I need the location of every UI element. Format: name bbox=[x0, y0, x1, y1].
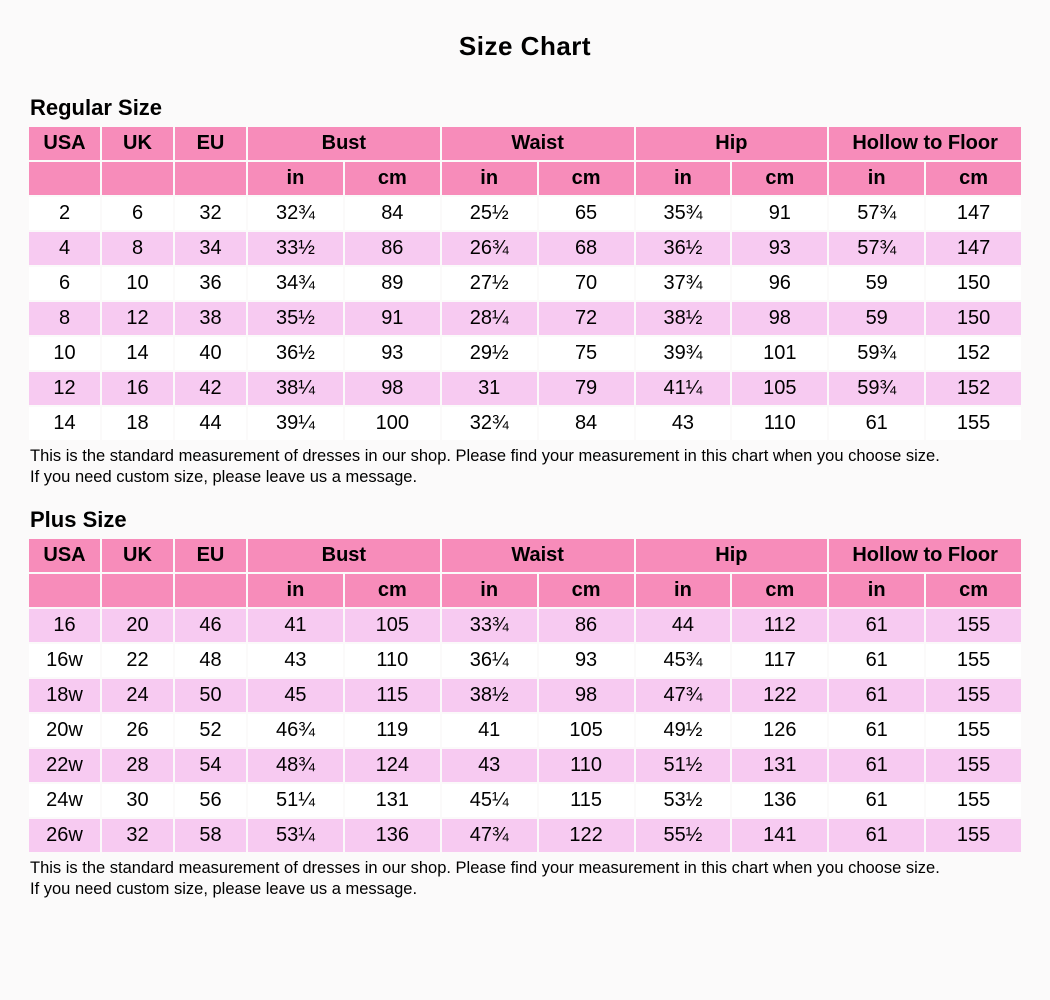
table-header bbox=[29, 127, 1021, 195]
table-cell: 52 bbox=[175, 714, 246, 747]
table-cell: 28¼ bbox=[442, 302, 537, 335]
table-row bbox=[29, 784, 1021, 817]
table-cell: 110 bbox=[345, 644, 440, 677]
table-cell: 26 bbox=[102, 714, 173, 747]
table-cell: 57¾ bbox=[829, 232, 924, 265]
section-plus-size bbox=[27, 507, 1023, 900]
unit-header: cm bbox=[926, 162, 1021, 195]
table-cell: 126 bbox=[732, 714, 827, 747]
column-header: UK bbox=[102, 539, 173, 572]
table-row bbox=[29, 714, 1021, 747]
table-row bbox=[29, 749, 1021, 782]
table-cell: 117 bbox=[732, 644, 827, 677]
table-cell: 33¾ bbox=[442, 609, 537, 642]
table-cell: 18w bbox=[29, 679, 100, 712]
table-cell: 51¼ bbox=[248, 784, 343, 817]
unit-header: cm bbox=[732, 574, 827, 607]
column-group-header: Hollow to Floor bbox=[829, 539, 1021, 572]
table-cell: 61 bbox=[829, 749, 924, 782]
empty-header-cell bbox=[175, 574, 246, 607]
table-cell: 38 bbox=[175, 302, 246, 335]
table-cell: 96 bbox=[732, 267, 827, 300]
unit-header: cm bbox=[732, 162, 827, 195]
table-cell: 22w bbox=[29, 749, 100, 782]
table-cell: 16 bbox=[102, 372, 173, 405]
column-group-header: Bust bbox=[248, 539, 440, 572]
table-cell: 33½ bbox=[248, 232, 343, 265]
table-cell: 124 bbox=[345, 749, 440, 782]
table-cell: 32 bbox=[102, 819, 173, 852]
table-cell: 54 bbox=[175, 749, 246, 782]
note-line-2: If you need custom size, please leave us a message. bbox=[30, 880, 418, 898]
unit-header: in bbox=[636, 162, 731, 195]
table-cell: 150 bbox=[926, 267, 1021, 300]
table-row bbox=[29, 819, 1021, 852]
table-cell: 57¾ bbox=[829, 197, 924, 230]
column-header: EU bbox=[175, 127, 246, 160]
empty-header-cell bbox=[29, 162, 100, 195]
table-cell: 59 bbox=[829, 267, 924, 300]
table-cell: 101 bbox=[732, 337, 827, 370]
table-cell: 61 bbox=[829, 819, 924, 852]
unit-header: cm bbox=[345, 162, 440, 195]
table-cell: 86 bbox=[345, 232, 440, 265]
table-cell: 36½ bbox=[248, 337, 343, 370]
unit-header: in bbox=[829, 162, 924, 195]
table-cell: 50 bbox=[175, 679, 246, 712]
table-cell: 45¾ bbox=[636, 644, 731, 677]
table-cell: 40 bbox=[175, 337, 246, 370]
table-cell: 27½ bbox=[442, 267, 537, 300]
table-cell: 12 bbox=[29, 372, 100, 405]
table-cell: 61 bbox=[829, 407, 924, 440]
column-group-header: Bust bbox=[248, 127, 440, 160]
table-cell: 122 bbox=[732, 679, 827, 712]
table-cell: 16w bbox=[29, 644, 100, 677]
table-cell: 56 bbox=[175, 784, 246, 817]
table-cell: 6 bbox=[29, 267, 100, 300]
unit-header: in bbox=[442, 162, 537, 195]
table-cell: 61 bbox=[829, 679, 924, 712]
table-cell: 91 bbox=[345, 302, 440, 335]
table-cell: 152 bbox=[926, 372, 1021, 405]
note-line-2: If you need custom size, please leave us a message. bbox=[30, 468, 418, 486]
table-cell: 29½ bbox=[442, 337, 537, 370]
table-cell: 147 bbox=[926, 232, 1021, 265]
table-cell: 10 bbox=[102, 267, 173, 300]
empty-header-cell bbox=[102, 574, 173, 607]
table-cell: 131 bbox=[732, 749, 827, 782]
unit-header: cm bbox=[926, 574, 1021, 607]
table-cell: 36¼ bbox=[442, 644, 537, 677]
table-cell: 25½ bbox=[442, 197, 537, 230]
table-cell: 45¼ bbox=[442, 784, 537, 817]
column-group-header: Hip bbox=[636, 127, 828, 160]
unit-header: in bbox=[829, 574, 924, 607]
table-cell: 38½ bbox=[636, 302, 731, 335]
plus-size-note bbox=[30, 858, 1023, 900]
table-row bbox=[29, 337, 1021, 370]
table-cell: 26¾ bbox=[442, 232, 537, 265]
page-title: Size Chart bbox=[458, 31, 592, 61]
table-cell: 53½ bbox=[636, 784, 731, 817]
table-cell: 61 bbox=[829, 609, 924, 642]
table-cell: 32¾ bbox=[248, 197, 343, 230]
table-cell: 31 bbox=[442, 372, 537, 405]
note-line-1: This is the standard measurement of dresses in our shop. Please find your measurement in this chart when you choose size. bbox=[30, 447, 940, 465]
table-cell: 61 bbox=[829, 714, 924, 747]
table-cell: 8 bbox=[29, 302, 100, 335]
table-cell: 93 bbox=[345, 337, 440, 370]
table-cell: 79 bbox=[539, 372, 634, 405]
table-cell: 39¾ bbox=[636, 337, 731, 370]
table-cell: 4 bbox=[29, 232, 100, 265]
unit-header: in bbox=[248, 574, 343, 607]
table-cell: 20w bbox=[29, 714, 100, 747]
table-cell: 32 bbox=[175, 197, 246, 230]
table-cell: 115 bbox=[539, 784, 634, 817]
table-cell: 36½ bbox=[636, 232, 731, 265]
table-cell: 51½ bbox=[636, 749, 731, 782]
table-cell: 155 bbox=[926, 609, 1021, 642]
table-cell: 16 bbox=[29, 609, 100, 642]
table-cell: 47¾ bbox=[636, 679, 731, 712]
table-cell: 91 bbox=[732, 197, 827, 230]
table-cell: 41 bbox=[442, 714, 537, 747]
table-cell: 61 bbox=[829, 644, 924, 677]
unit-header: in bbox=[636, 574, 731, 607]
table-cell: 38½ bbox=[442, 679, 537, 712]
regular-size-note bbox=[30, 446, 1023, 488]
table-cell: 42 bbox=[175, 372, 246, 405]
table-cell: 155 bbox=[926, 749, 1021, 782]
table-row bbox=[29, 679, 1021, 712]
table-row bbox=[29, 372, 1021, 405]
table-cell: 84 bbox=[539, 407, 634, 440]
table-cell: 155 bbox=[926, 714, 1021, 747]
table-cell: 155 bbox=[926, 679, 1021, 712]
table-row bbox=[29, 232, 1021, 265]
table-cell: 39¼ bbox=[248, 407, 343, 440]
table-cell: 48¾ bbox=[248, 749, 343, 782]
table-cell: 59¾ bbox=[829, 337, 924, 370]
plus-size-heading: Plus Size bbox=[30, 507, 127, 532]
table-cell: 72 bbox=[539, 302, 634, 335]
column-header: UK bbox=[102, 127, 173, 160]
table-cell: 22 bbox=[102, 644, 173, 677]
table-cell: 98 bbox=[539, 679, 634, 712]
regular-size-table bbox=[27, 125, 1023, 442]
table-cell: 98 bbox=[345, 372, 440, 405]
table-cell: 155 bbox=[926, 644, 1021, 677]
table-cell: 122 bbox=[539, 819, 634, 852]
table-cell: 119 bbox=[345, 714, 440, 747]
table-cell: 100 bbox=[345, 407, 440, 440]
header-row-groups bbox=[29, 539, 1021, 572]
empty-header-cell bbox=[102, 162, 173, 195]
unit-header: cm bbox=[539, 162, 634, 195]
empty-header-cell bbox=[29, 574, 100, 607]
table-cell: 105 bbox=[345, 609, 440, 642]
table-cell: 136 bbox=[732, 784, 827, 817]
table-cell: 147 bbox=[926, 197, 1021, 230]
table-cell: 36 bbox=[175, 267, 246, 300]
table-cell: 24 bbox=[102, 679, 173, 712]
column-header: USA bbox=[29, 539, 100, 572]
table-cell: 35½ bbox=[248, 302, 343, 335]
table-cell: 38¼ bbox=[248, 372, 343, 405]
table-cell: 43 bbox=[636, 407, 731, 440]
header-row-units bbox=[29, 574, 1021, 607]
table-cell: 18 bbox=[102, 407, 173, 440]
table-body bbox=[29, 609, 1021, 852]
header-row-groups bbox=[29, 127, 1021, 160]
table-cell: 93 bbox=[539, 644, 634, 677]
table-cell: 112 bbox=[732, 609, 827, 642]
table-cell: 41¼ bbox=[636, 372, 731, 405]
table-row bbox=[29, 609, 1021, 642]
table-cell: 43 bbox=[248, 644, 343, 677]
column-header: EU bbox=[175, 539, 246, 572]
column-group-header: Hip bbox=[636, 539, 828, 572]
table-cell: 44 bbox=[636, 609, 731, 642]
regular-size-heading: Regular Size bbox=[30, 95, 163, 120]
table-cell: 105 bbox=[732, 372, 827, 405]
table-cell: 47¾ bbox=[442, 819, 537, 852]
unit-header: in bbox=[442, 574, 537, 607]
table-cell: 53¼ bbox=[248, 819, 343, 852]
empty-header-cell bbox=[175, 162, 246, 195]
table-row bbox=[29, 644, 1021, 677]
section-regular-size bbox=[27, 95, 1023, 488]
table-cell: 26w bbox=[29, 819, 100, 852]
table-cell: 70 bbox=[539, 267, 634, 300]
column-group-header: Waist bbox=[442, 539, 634, 572]
table-cell: 49½ bbox=[636, 714, 731, 747]
table-cell: 20 bbox=[102, 609, 173, 642]
table-body bbox=[29, 197, 1021, 440]
table-cell: 37¾ bbox=[636, 267, 731, 300]
table-cell: 28 bbox=[102, 749, 173, 782]
table-cell: 61 bbox=[829, 784, 924, 817]
table-cell: 12 bbox=[102, 302, 173, 335]
table-cell: 141 bbox=[732, 819, 827, 852]
plus-size-table bbox=[27, 537, 1023, 854]
table-cell: 84 bbox=[345, 197, 440, 230]
table-row bbox=[29, 302, 1021, 335]
table-row bbox=[29, 267, 1021, 300]
table-cell: 68 bbox=[539, 232, 634, 265]
table-cell: 58 bbox=[175, 819, 246, 852]
table-cell: 89 bbox=[345, 267, 440, 300]
table-cell: 131 bbox=[345, 784, 440, 817]
table-cell: 14 bbox=[29, 407, 100, 440]
table-cell: 155 bbox=[926, 784, 1021, 817]
table-cell: 136 bbox=[345, 819, 440, 852]
table-cell: 59 bbox=[829, 302, 924, 335]
unit-header: cm bbox=[345, 574, 440, 607]
header-row-units bbox=[29, 162, 1021, 195]
table-cell: 44 bbox=[175, 407, 246, 440]
table-cell: 86 bbox=[539, 609, 634, 642]
column-header: USA bbox=[29, 127, 100, 160]
table-cell: 55½ bbox=[636, 819, 731, 852]
table-cell: 110 bbox=[732, 407, 827, 440]
table-cell: 34¾ bbox=[248, 267, 343, 300]
column-group-header: Waist bbox=[442, 127, 634, 160]
unit-header: cm bbox=[539, 574, 634, 607]
table-cell: 45 bbox=[248, 679, 343, 712]
table-cell: 2 bbox=[29, 197, 100, 230]
table-cell: 115 bbox=[345, 679, 440, 712]
table-row bbox=[29, 197, 1021, 230]
table-cell: 155 bbox=[926, 819, 1021, 852]
unit-header: in bbox=[248, 162, 343, 195]
table-cell: 43 bbox=[442, 749, 537, 782]
table-cell: 46 bbox=[175, 609, 246, 642]
table-cell: 75 bbox=[539, 337, 634, 370]
table-cell: 110 bbox=[539, 749, 634, 782]
column-group-header: Hollow to Floor bbox=[829, 127, 1021, 160]
table-cell: 105 bbox=[539, 714, 634, 747]
table-cell: 34 bbox=[175, 232, 246, 265]
table-cell: 98 bbox=[732, 302, 827, 335]
table-cell: 6 bbox=[102, 197, 173, 230]
table-cell: 8 bbox=[102, 232, 173, 265]
table-cell: 41 bbox=[248, 609, 343, 642]
table-cell: 150 bbox=[926, 302, 1021, 335]
table-cell: 48 bbox=[175, 644, 246, 677]
table-cell: 30 bbox=[102, 784, 173, 817]
table-cell: 35¾ bbox=[636, 197, 731, 230]
table-cell: 46¾ bbox=[248, 714, 343, 747]
table-row bbox=[29, 407, 1021, 440]
table-cell: 155 bbox=[926, 407, 1021, 440]
note-line-1: This is the standard measurement of dresses in our shop. Please find your measurement in this chart when you choose size. bbox=[30, 859, 940, 877]
table-cell: 65 bbox=[539, 197, 634, 230]
table-header bbox=[29, 539, 1021, 607]
table-cell: 59¾ bbox=[829, 372, 924, 405]
table-cell: 14 bbox=[102, 337, 173, 370]
table-cell: 24w bbox=[29, 784, 100, 817]
table-cell: 152 bbox=[926, 337, 1021, 370]
table-cell: 93 bbox=[732, 232, 827, 265]
table-cell: 10 bbox=[29, 337, 100, 370]
table-cell: 32¾ bbox=[442, 407, 537, 440]
